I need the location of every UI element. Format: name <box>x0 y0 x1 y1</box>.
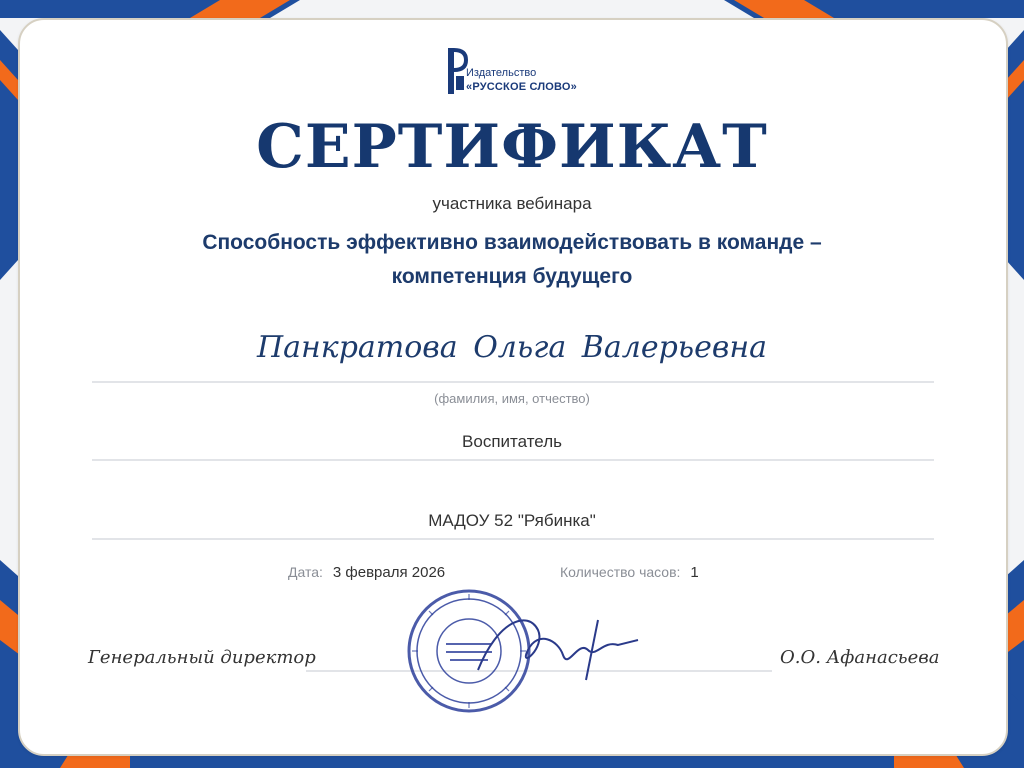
signatory-name: О.О. Афанасьева <box>780 647 940 668</box>
name-underline <box>92 381 934 383</box>
participant-name: Панкратова Ольга Валерьевна <box>256 330 767 365</box>
certificate-title: СЕРТИФИКАТ <box>256 112 768 182</box>
position-underline <box>92 459 934 461</box>
publisher-name <box>466 66 577 94</box>
webinar-topic: Способность эффективно взаимодействовать в команде – компетенция будущего <box>202 231 822 288</box>
participant-position: Воспитатель <box>462 432 562 451</box>
signatory-role: Генеральный директор <box>88 647 316 668</box>
hours-value: 1 <box>690 564 699 581</box>
certificate-subtitle: участника вебинара <box>432 194 592 213</box>
date-field <box>288 564 445 581</box>
date-label: Дата: <box>288 564 323 580</box>
signature-icon <box>468 600 648 690</box>
organization-name: МАДОУ 52 "Рябинка" <box>428 511 596 530</box>
hours-field <box>560 564 699 581</box>
publisher-line1: Издательство <box>466 67 537 79</box>
organization-underline <box>92 538 934 540</box>
publisher-line2: «РУССКОЕ СЛОВО» <box>466 81 577 93</box>
name-caption: (фамилия, имя, отчество) <box>434 391 590 406</box>
hours-label: Количество часов: <box>560 564 681 580</box>
date-value: 3 февраля 2026 <box>332 564 446 581</box>
